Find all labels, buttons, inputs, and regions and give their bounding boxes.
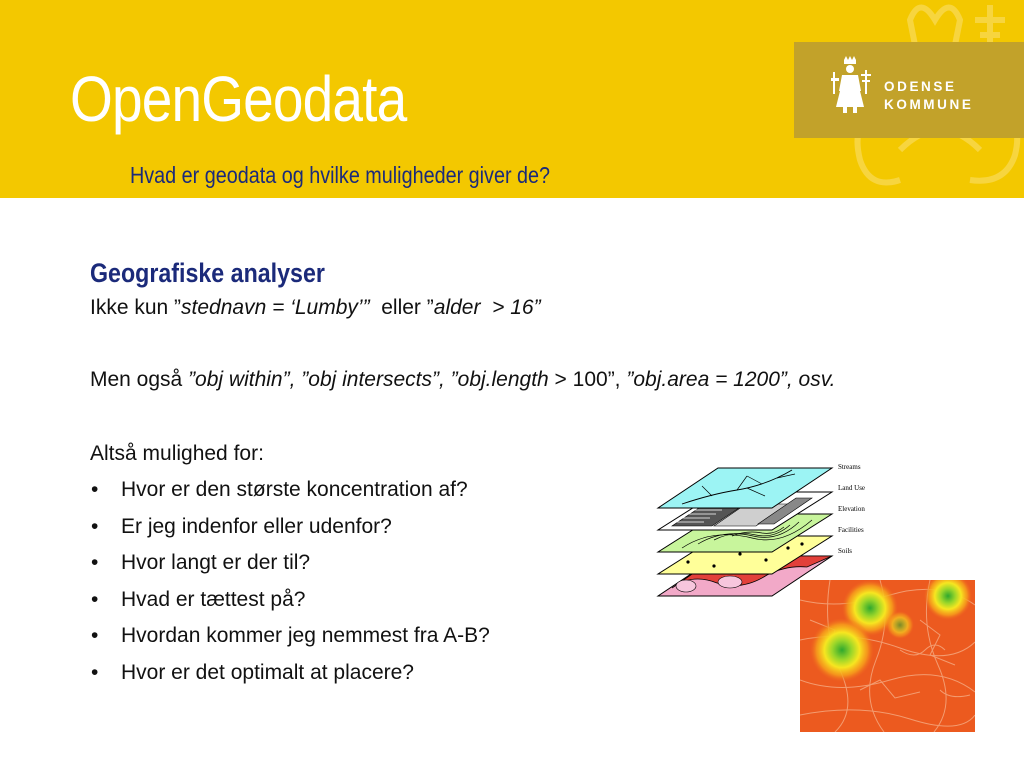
odense-kommune-logo xyxy=(794,42,1024,138)
page-subtitle: Hvad er geodata og hvilke muligheder giver de? xyxy=(130,162,551,188)
operators-prefix: Men også xyxy=(90,368,189,391)
logo-line-2: KOMMUNE xyxy=(884,97,974,112)
layer-label-soils: Soils xyxy=(838,547,853,555)
page-title: OpenGeodata xyxy=(70,63,407,135)
section-title: Geografiske analyser xyxy=(90,258,325,288)
query-example-line xyxy=(90,293,890,323)
query-prefix: Ikke kun ” xyxy=(90,296,182,319)
query-expression-2: alder > 16” xyxy=(433,296,541,319)
logo-line-1: ODENSE xyxy=(884,79,957,94)
list-item: • Hvordan kommer jeg nemmest fra A-B? xyxy=(90,618,890,655)
layer-label-land-use: Land Use xyxy=(838,484,866,492)
operators-italic-2: ”obj.area = 1200”, osv. xyxy=(626,368,836,391)
odense-emblem-icon xyxy=(828,56,872,114)
query-connector: eller ” xyxy=(369,296,434,319)
bullets-intro: Altså mulighed for: xyxy=(90,442,264,465)
list-item: • Hvor er den største koncentration af? xyxy=(90,472,890,509)
query-expression-1: stednavn = ‘Lumby’” xyxy=(181,296,370,319)
layer-label-elevation: Elevation xyxy=(838,505,865,513)
list-item: • Hvor er det optimalt at placere? xyxy=(90,655,890,692)
operators-italic-1: ”obj within”, ”obj intersects”, ”obj.length xyxy=(188,368,549,391)
layer-label-streams: Streams xyxy=(838,463,861,471)
list-item: • Er jeg indenfor eller udenfor? xyxy=(90,509,890,546)
spatial-operators-line xyxy=(90,365,890,395)
operators-normal: > 100”, xyxy=(548,368,627,391)
list-item: • Hvad er tættest på? xyxy=(90,582,890,619)
header-banner xyxy=(0,0,1024,198)
density-heatmap-image xyxy=(800,580,975,732)
list-item: • Hvor langt er der til? xyxy=(90,545,890,582)
layer-label-facilities: Facilities xyxy=(838,526,864,534)
logo-text xyxy=(884,78,973,114)
